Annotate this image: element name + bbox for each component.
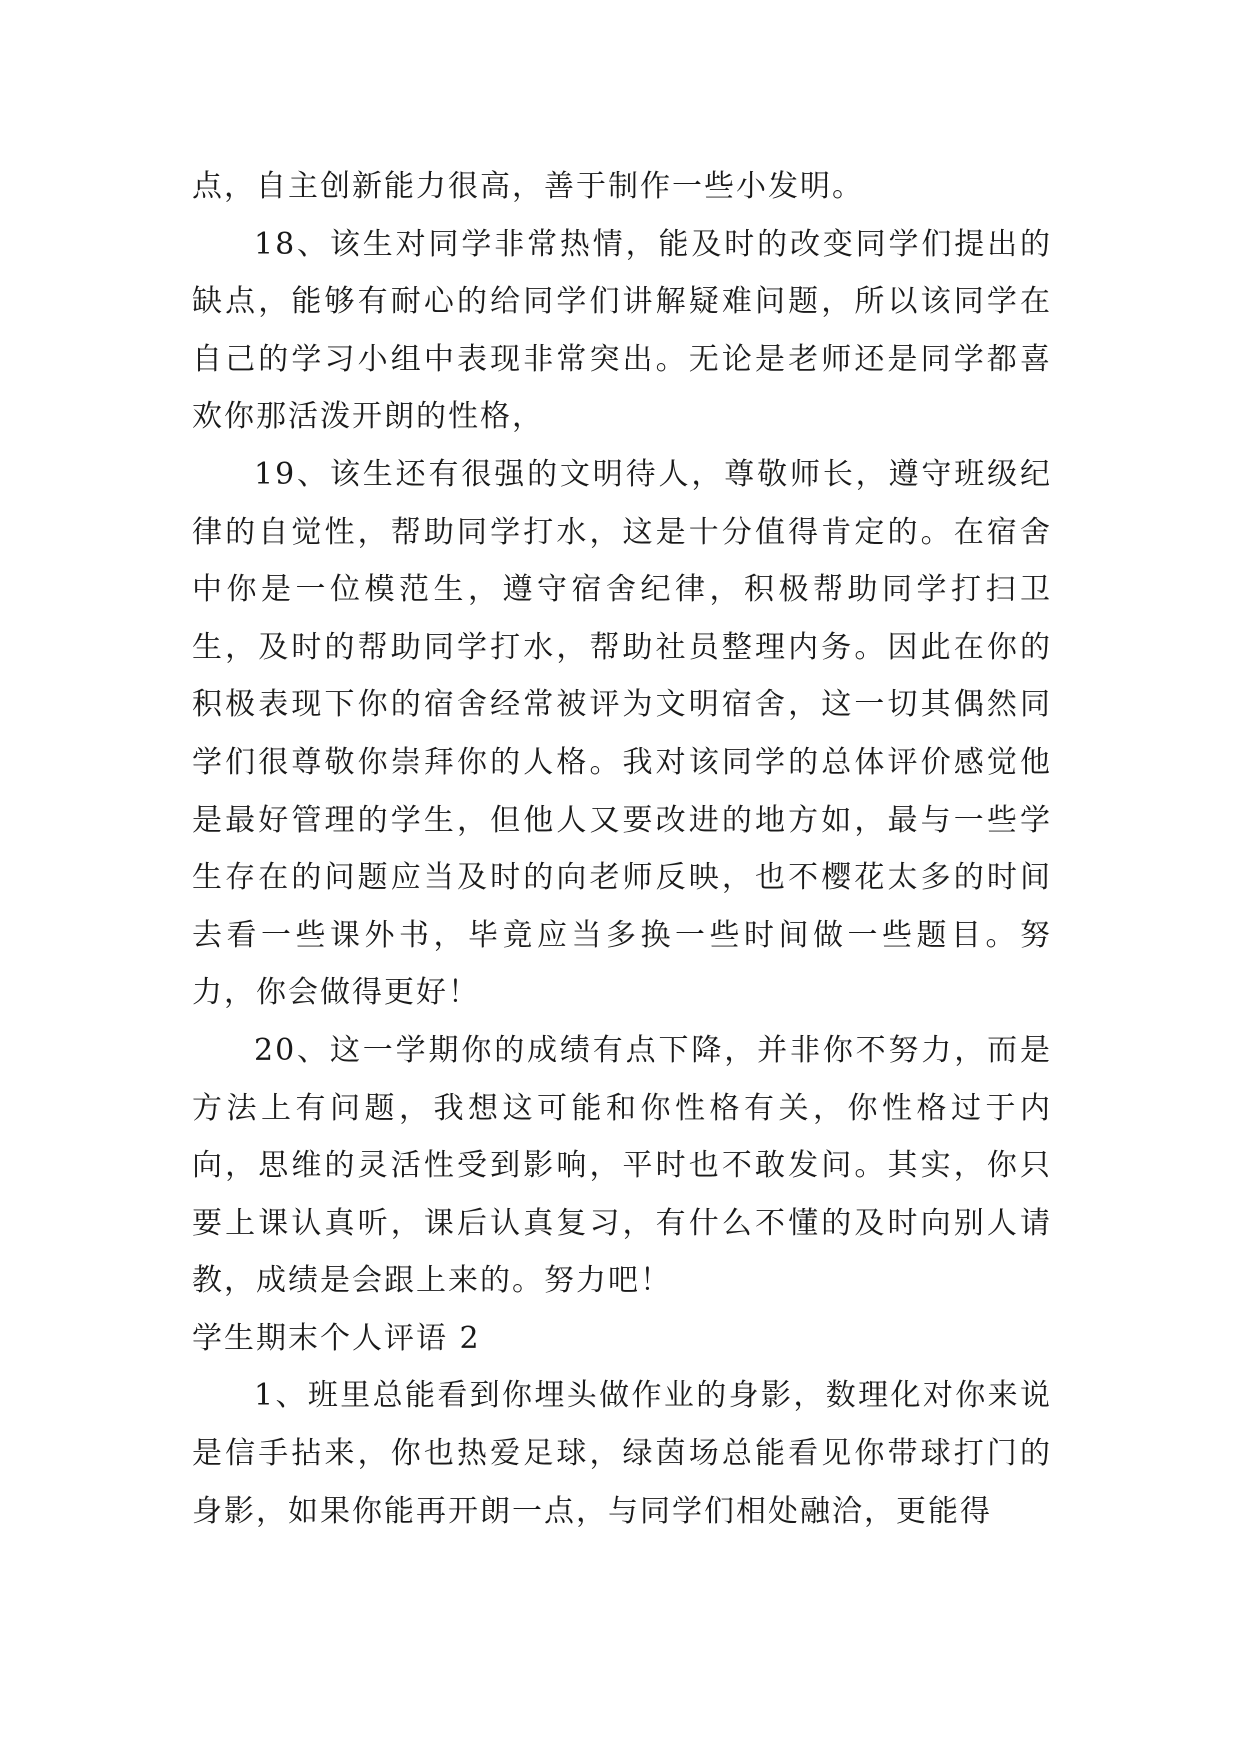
section-heading: 学生期末个人评语 2 <box>192 1320 481 1356</box>
paragraph-item-19: 19、该生还有很强的文明待人，尊敬师长，遵守班级纪律的自觉性，帮助同学打水，这是十分值得肯定的。在宿舍中你是一位模范生，遵守宿舍纪律，积极帮助同学打扫卫生，及时的帮助同学打水，帮助社员整理内务。因此在你的积极表现下你的宿舍经常被评为文明宿舍，这一切其偶然同学们很尊敬你崇拜你的人格。我对该同学的总体评价感觉他是最好管理的学生，但他人又要改进的地方如，最与一些学生存在的问题应当及时的向老师反映，也不樱花太多的时间去看一些课外书，毕竟应当多换一些时间做一些题目。努力，你会做得更好！ <box>192 456 1052 1011</box>
paragraph-item-20: 20、这一学期你的成绩有点下降，并非你不努力，而是方法上有问题，我想这可能和你性格有关，你性格过于内向，思维的灵活性受到影响，平时也不敢发问。其实，你只要上课认真听，课后认真复习，有什么不懂的及时向别人请教，成绩是会跟上来的。努力吧！ <box>192 1032 1052 1299</box>
paragraph-section2-item-1: 1、班里总能看到你埋头做作业的身影，数理化对你来说是信手拈来，你也热爱足球，绿茵场总能看见你带球打门的身影，如果你能再开朗一点，与同学们相处融洽，更能得 <box>192 1378 1052 1529</box>
document-page <box>192 158 1052 1540</box>
paragraph-continued: 点，自主创新能力很高，善于制作一些小发明。 <box>192 169 864 204</box>
paragraph-item-18: 18、该生对同学非常热情，能及时的改变同学们提出的缺点，能够有耐心的给同学们讲解疑难问题，所以该同学在自己的学习小组中表现非常突出。无论是老师还是同学都喜欢你那活泼开朗的性格， <box>192 226 1052 435</box>
